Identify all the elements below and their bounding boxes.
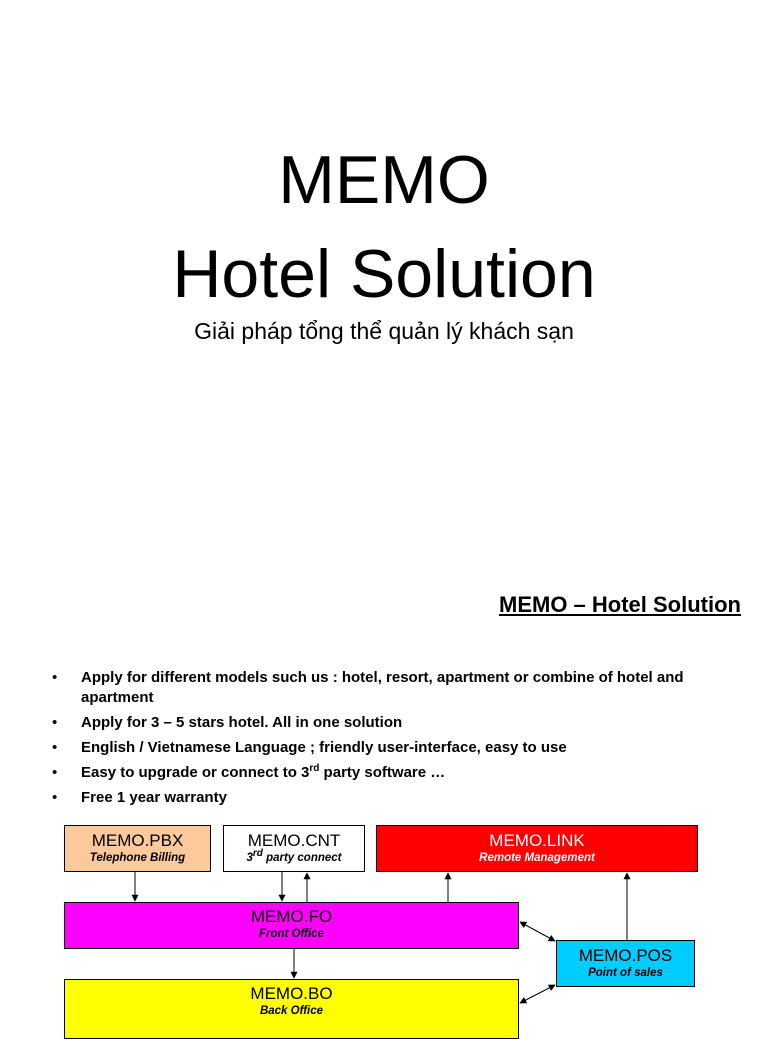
module-name: MEMO.POS [578,946,673,965]
bullet-dot-icon: • [52,739,58,756]
slide-heading: MEMO – Hotel Solution [499,592,741,617]
bullet-item [52,713,752,733]
module-box-link [376,825,698,872]
module-name: MEMO.CNT [247,831,341,850]
module-desc: Front Office [259,928,324,940]
bullet-dot-icon: • [52,669,58,686]
module-box-cnt [223,825,365,872]
module-box-pbx [64,825,211,872]
cover-title-line1: MEMO [278,142,490,218]
bullet-dot-icon: • [52,714,58,731]
module-desc: 3rd party connect [246,848,342,864]
bullet-text: Free 1 year warranty [81,789,227,806]
module-desc: Point of sales [588,967,663,979]
module-box-bo [64,979,519,1039]
cover-title-line2: Hotel Solution [172,236,596,312]
feature-bullet-list [52,668,752,813]
module-desc: Telephone Billing [89,852,186,864]
bullet-text: Easy to upgrade or connect to 3rd party software … [81,763,446,781]
arrow-bo-pos [520,985,555,1003]
module-name: MEMO.BO [250,984,333,1003]
bullet-text: English / Vietnamese Language ; friendly user-interface, easy to use [81,739,567,756]
module-box-pos [556,940,695,987]
bullet-text: Apply for different models such us : hotel, resort, apartment or combine of hotel and apartment [81,669,684,706]
module-desc: Back Office [259,1005,324,1017]
bullet-dot-icon: • [52,789,58,806]
bullet-item [52,763,752,783]
bullet-item [52,788,752,808]
module-name: MEMO.FO [250,907,333,926]
bullet-dot-icon: • [52,764,58,781]
module-desc: Remote Management [479,852,595,864]
cover-subtitle: Giải pháp tổng thể quản lý khách sạn [194,318,574,344]
bullet-item [52,738,752,758]
bullet-text: Apply for 3 – 5 stars hotel. All in one solution [81,714,403,731]
arrow-fo-pos [520,922,555,941]
module-box-fo [64,902,519,949]
module-name: MEMO.LINK [489,831,585,850]
module-name: MEMO.PBX [91,831,184,850]
bullet-item [52,668,752,708]
